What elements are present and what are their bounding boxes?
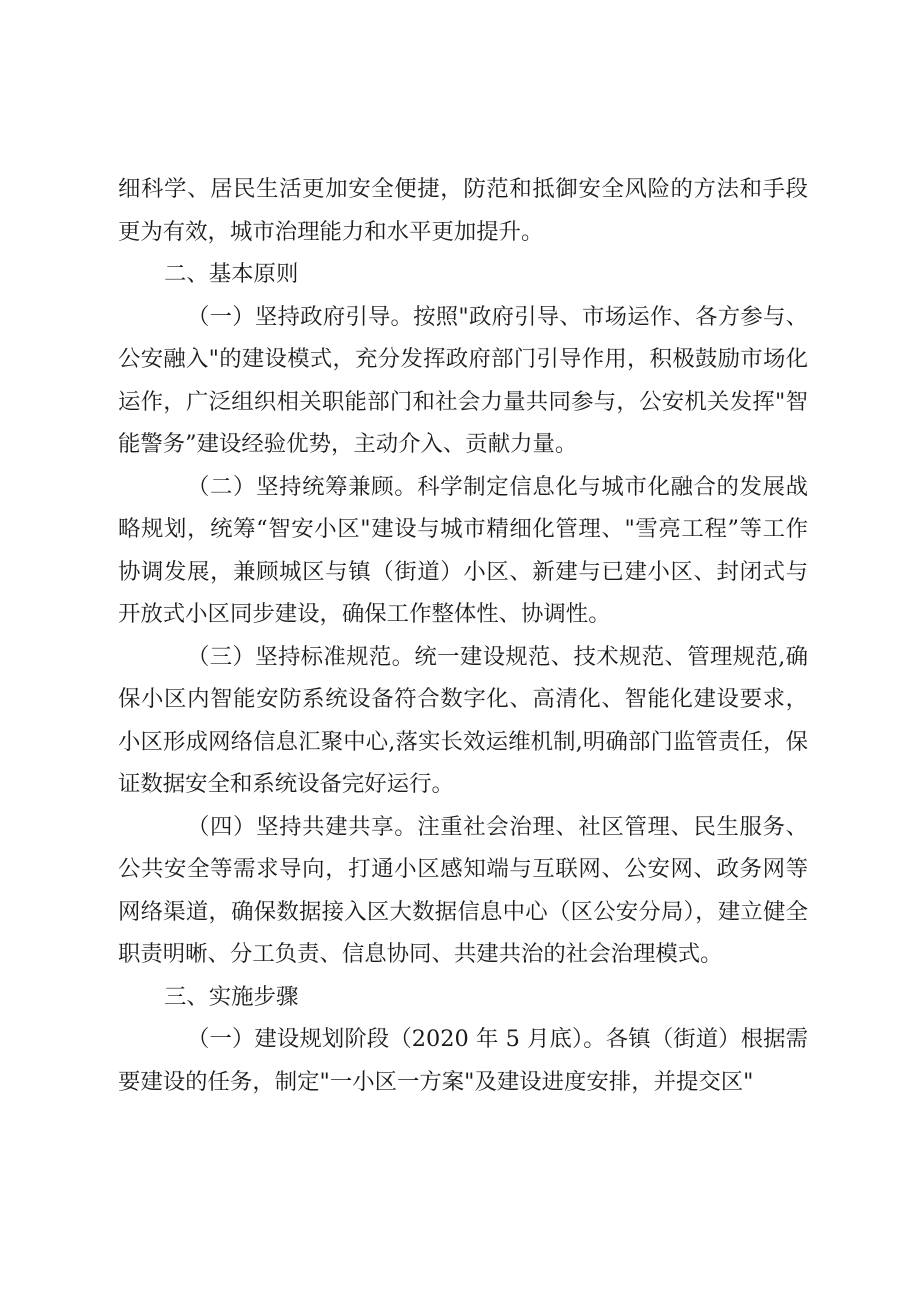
document-body: [118, 168, 808, 1103]
paragraph-principle-4: （四）坚持共建共享。注重社会治理、社区管理、民生服务、公共安全等需求导向，打通小区感知端与互联网、公安网、政务网等网络渠道，确保数据接入区大数据信息中心（区公安分局），建立健全职责明晰、分工负责、信息协同、共建共治的社会治理模式。: [118, 813, 808, 967]
section-heading-principles: 二、基本原则: [164, 261, 299, 287]
section-heading-steps: 三、实施步骤: [164, 983, 299, 1010]
paragraph-principle-1: （一）坚持政府引导。按照"政府引导、市场运作、各方参与、公安融入"的建设模式，充分发挥政府部门引导作用，积极鼓励市场化运作，广泛组织相关职能部门和社会力量共同参与，公安机关发挥"智能警务”建设经验优势，主动介入、贡献力量。: [118, 303, 808, 457]
paragraph-step-1: （一）建设规划阶段（2020 年 5 月底）。各镇（街道）根据需要建设的任务，制定"一小区一方案"及建设进度安排，并提交区": [118, 1026, 808, 1095]
paragraph-principle-2: （二）坚持统筹兼顾。科学制定信息化与城市化融合的发展战略规划，统筹“智安小区"建设与城市精细化管理、"雪亮工程”等工作协调发展，兼顾城区与镇（街道）小区、新建与已建小区、封闭式与开放式小区同步建设，确保工作整体性、协调性。: [118, 473, 808, 627]
paragraph-principle-3: （三）坚持标准规范。统一建设规范、技术规范、管理规范,确保小区内智能安防系统设备符合数字化、高清化、智能化建设要求，小区形成网络信息汇聚中心,落实长效运维机制,明确部门监管责任，保证数据安全和系统设备完好运行。: [118, 643, 808, 797]
paragraph-continuation: 细科学、居民生活更加安全便捷，防范和抵御安全风险的方法和手段更为有效，城市治理能力和水平更加提升。: [118, 176, 808, 245]
